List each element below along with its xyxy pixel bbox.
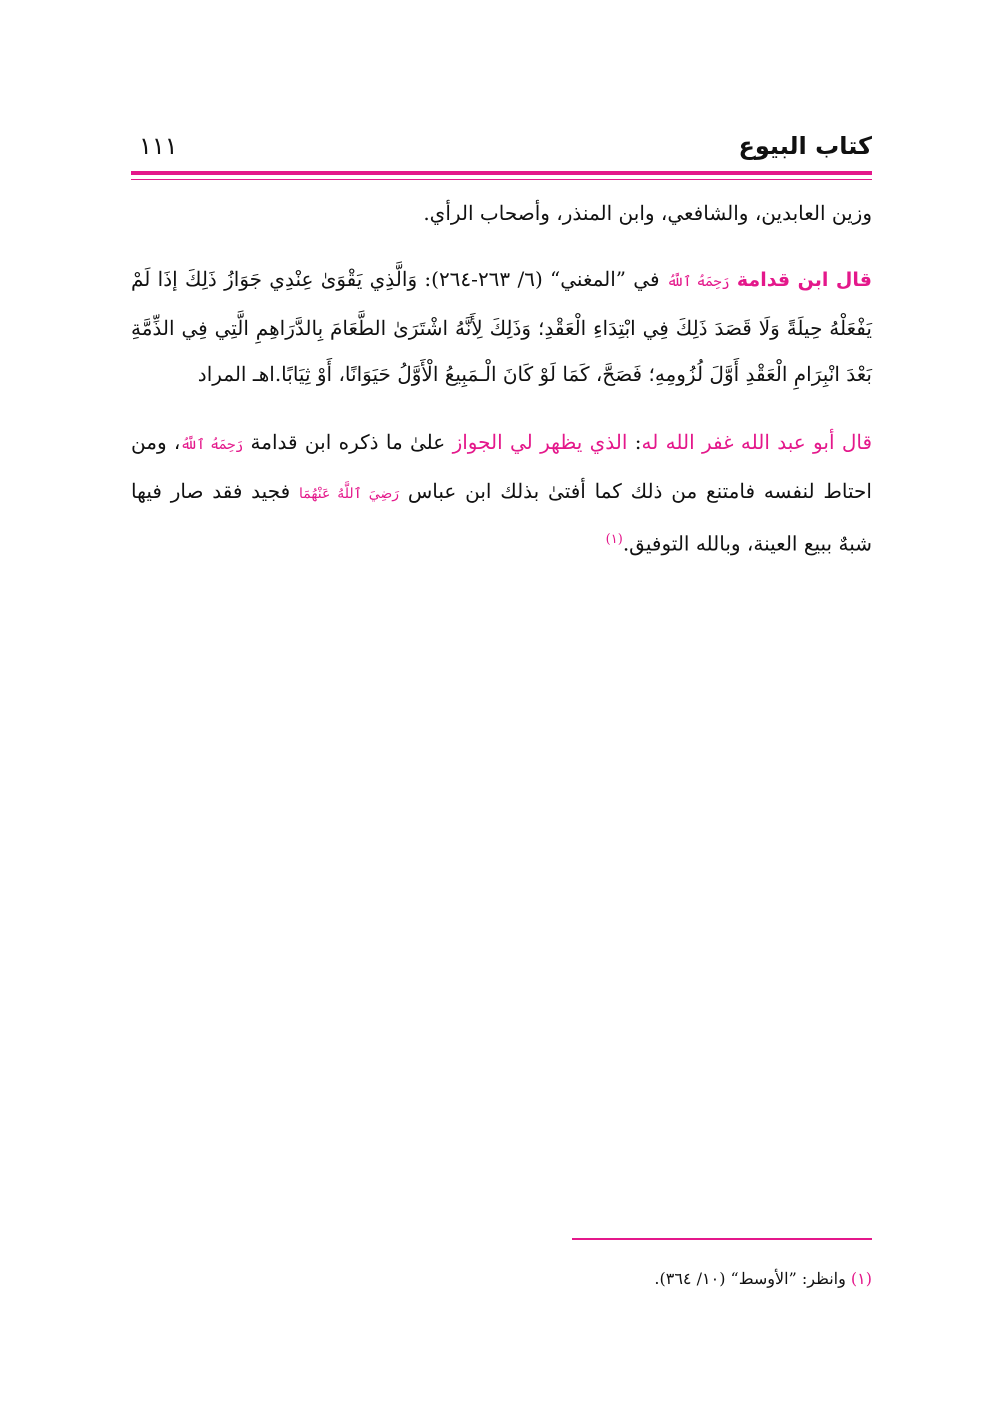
honorific-radiallahu-anhuma: رَضِيَ ٱللَّهُ عَنْهُمَا: [298, 486, 400, 502]
footnote-text: وانظر: ”الأوسط“ (١٠/ ٣٦٤).: [654, 1269, 851, 1288]
paragraph-3-text-c: فجيد فقد صار فيها شبهٌ ببيع العينة، وبالله التوفيق.: [131, 479, 872, 556]
quote-ending: .اهـ المراد: [197, 362, 282, 386]
body-text: [131, 192, 872, 567]
header-rule-thin: [131, 179, 872, 180]
footnote: [131, 1266, 872, 1292]
page-number: ١١١: [139, 132, 178, 160]
footnote-rule: [572, 1238, 872, 1240]
speaker-ibn-qudama: قال ابن قدامة: [736, 269, 872, 291]
paragraph-1-text: وزين العابدين، والشافعي، وابن المنذر، وأصحاب الرأي.: [423, 201, 872, 225]
paragraph-3-text-a: علىٰ ما ذكره ابن قدامة: [243, 430, 453, 454]
quote-text: وَالَّذِي يَقْوَىٰ عِنْدِي جَوَازُ ذَلِكَ إذَا لَمْ يَفْعَلْهُ حِيلَةً وَلَا قَصَدَ ذَلِكَ فِي ابْتِدَاءِ الْعَقْدِ؛ وَذَلِكَ لِأَنَّهُ اشْتَرَىٰ الطَّعَامَ بِالدَّرَاهِمِ الَّتِي فِي الذِّمَّةِ بَعْدَ انْبِرَامِ الْعَقْدِ أَوَّلَ لُزُومِهِ؛ فَصَحَّ، كَمَا لَوْ كَانَ الْـمَبِيعُ الْأَوَّلُ حَيَوَانًا، أَوْ ثِيَابًا: [131, 267, 872, 386]
header-rule-thick: [131, 171, 872, 175]
book-title: كتاب البيوع: [738, 132, 872, 160]
paragraph-3-text-b: ، ومن احتاط لنفسه فامتنع من ذلك كما أفتىٰ بذلك ابن عباس: [131, 430, 872, 503]
honorific-rahimahullah: رَحِمَهُ ٱللَّهُ: [666, 274, 730, 290]
paragraph-3: [131, 419, 872, 567]
paragraph-1: [131, 192, 872, 234]
paragraph-gap: [131, 234, 872, 256]
citation-mughni: في ”المغني“ (٦/ ٢٦٣-٢٦٤):: [417, 267, 667, 291]
speaker-abu-abdillah: قال أبو عبد الله غفر الله له: [641, 430, 873, 454]
paragraph-gap: [131, 397, 872, 419]
paragraph-2: [131, 256, 872, 397]
colon: :: [627, 430, 642, 454]
footnote-number: (١): [850, 1269, 872, 1288]
page-header: [131, 128, 872, 168]
honorific-rahimahullah: رَحِمَهُ ٱللَّهُ: [180, 437, 244, 453]
opinion-text: الذي يظهر لي الجواز: [452, 430, 628, 454]
footnote-reference[interactable]: (١): [605, 532, 623, 547]
